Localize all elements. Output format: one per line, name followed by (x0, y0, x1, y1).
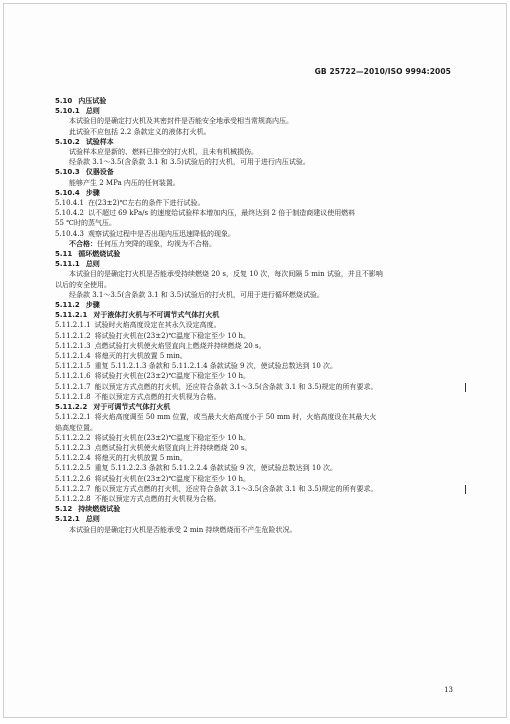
section-number: 5.11.2.2 (55, 403, 88, 412)
section-number: 5.11.2.1 (55, 311, 88, 320)
section-number: 5.12 (55, 505, 73, 514)
clause-text: 将试验打火机在(23±2)℃温度下稳定至少 10 h。 (94, 474, 251, 483)
numbered-clause (55, 484, 460, 494)
clause-text: 将试验打火机在(23±2)℃温度下稳定至少 10 h。 (94, 331, 251, 340)
clause-number: 5.11.2.2.2 (55, 433, 91, 442)
section-number: 5.11.1 (55, 260, 80, 269)
numbered-clause (55, 474, 460, 484)
change-bar (465, 485, 467, 494)
numbered-clause (55, 382, 460, 392)
clause-text: 重复 5.11.2.1.3 条款和 5.11.2.1.4 条款试验 9 次，使试验总数达到 10 次。 (94, 362, 338, 371)
section-heading (55, 402, 460, 412)
numbered-clause (55, 320, 460, 330)
numbered-clause (55, 371, 460, 381)
clause-number: 5.11.2.1.1 (55, 321, 91, 330)
numbered-clause (55, 453, 460, 463)
clause-text: 将试验打火机在(23±2)℃温度下稳定至少 10 h。 (94, 372, 251, 381)
numbered-clause (55, 392, 460, 402)
clause-text: 点燃试验打火机使火焰竖直向上并持续燃烧 20 s。 (94, 443, 252, 452)
clause-text: 观察试验过程中是否出现内压迅速降低的现象。 (87, 229, 235, 238)
clause-number: 5.11.2.1.7 (55, 382, 91, 391)
paragraph-line: 经条款 3.1～3.5(含条款 3.1 和 3.5)试验后的打火机，可用于进行内压试验。 (69, 158, 310, 167)
clause-text: 将试验打火机在(23±2)℃温度下稳定至少 10 h。 (94, 433, 251, 442)
page-number: 13 (444, 686, 453, 694)
section-number: 5.11.2 (55, 301, 80, 310)
clause-text: 将火焰高度调至 50 mm 位置，或当最大火焰高度小于 50 mm 时，火焰高度设在其最大火 (94, 413, 377, 422)
fail-label: 不合格： (69, 239, 97, 248)
clause-number: 5.11.2.2.7 (55, 484, 91, 493)
numbered-clause (55, 208, 460, 218)
section-heading (55, 96, 460, 106)
section-title: 持续燃烧试验 (78, 505, 121, 514)
clause-text: 在(23±2)℃左右的条件下进行试验。 (87, 199, 205, 208)
clause-text: 不能以预定方式点燃的打火机视为合格。 (94, 494, 221, 503)
clause-number: 5.10.4.2 (55, 209, 84, 218)
section-heading (55, 259, 460, 269)
numbered-clause (55, 229, 460, 239)
section-heading (55, 504, 460, 514)
section-title: 步骤 (85, 301, 100, 310)
section-title: 对于液体打火机与不可调节式气体打火机 (93, 311, 220, 320)
clause-number: 5.10.4.3 (55, 229, 84, 238)
change-bar (465, 383, 467, 392)
clause-number: 5.11.2.1.6 (55, 372, 91, 381)
continuation-line: 焰高度位置。 (55, 423, 97, 432)
section-title: 总则 (85, 260, 100, 269)
section-title: 总则 (85, 107, 100, 116)
clause-number: 5.11.2.2.8 (55, 494, 91, 503)
section-heading (55, 137, 460, 147)
section-heading (55, 188, 460, 198)
paragraph-line: 试验样本应是新的、燃料已排空的打火机，且未有机械损伤。 (69, 148, 258, 157)
clause-number: 5.11.2.2.4 (55, 454, 91, 463)
section-number: 5.10.1 (55, 107, 80, 116)
numbered-clause (55, 433, 460, 443)
clause-text: 试验时火焰高度设定在其永久设定高度。 (94, 321, 221, 330)
clause-number: 5.11.2.1.8 (55, 392, 91, 401)
continuation-line: 55 ℃时的蒸气压。 (55, 219, 116, 228)
section-title: 步骤 (85, 188, 100, 197)
clause-text: 以不超过 69 kPa/s 的速度给试验样本增加内压，最终达到 2 倍于制造商建议使用燃料 (87, 209, 356, 218)
paragraph-line: 本试验目的是确定打火机是否能承受 2 min 持续燃烧而不产生危险状况。 (69, 525, 297, 534)
clause-number: 5.11.2.2.1 (55, 413, 91, 422)
clause-number: 5.11.2.1.5 (55, 362, 91, 371)
clause-text: 不能以预定方式点燃的打火机视为合格。 (94, 392, 221, 401)
section-title: 总则 (85, 515, 100, 524)
document-page (3, 3, 507, 718)
clause-text: 能以预定方式点燃的打火机，还应符合条款 3.1～3.5(含条款 3.1 和 3.5)规定的所有要求。 (94, 382, 378, 391)
numbered-clause (55, 361, 460, 371)
section-number: 5.10.2 (55, 137, 80, 146)
numbered-clause (55, 463, 460, 473)
clause-text: 将熄灭的打火机放置 5 min。 (94, 352, 187, 361)
clause-number: 5.11.2.1.4 (55, 352, 91, 361)
section-heading (55, 310, 460, 320)
clause-text: 将熄灭的打火机放置 5 min。 (94, 454, 187, 463)
section-heading (55, 167, 460, 177)
document-body (55, 96, 460, 535)
section-number: 5.10.4 (55, 188, 80, 197)
continuation-line: 以后的安全使用。 (55, 280, 111, 289)
clause-number: 5.11.2.1.2 (55, 331, 91, 340)
section-title: 试验样本 (85, 137, 114, 146)
clause-text: 点燃试验打火机使火焰竖直向上燃烧并持续燃烧 20 s。 (94, 341, 266, 350)
clause-number: 5.11.2.2.6 (55, 474, 91, 483)
section-title: 内压试验 (78, 97, 107, 105)
section-title: 仪器设备 (85, 168, 114, 177)
clause-number: 5.11.2.2.5 (55, 464, 91, 473)
section-heading (55, 514, 460, 524)
section-heading (55, 300, 460, 310)
paragraph-line: 本试验目的是确定打火机是否能承受持续燃烧 20 s，反复 10 次，每次间隔 5 min 试验，并且不影响 (69, 270, 383, 279)
numbered-clause (55, 198, 460, 208)
numbered-clause (55, 331, 460, 341)
paragraph-line: 本试验目的是确定打火机及其密封件是否能安全地承受相当常规高内压。 (69, 117, 293, 126)
paragraph-line: 能够产生 2 MPa 内压的任何装置。 (69, 178, 180, 187)
paragraph-line: 此试验不应包括 2.2 条款定义的液体打火机。 (69, 127, 211, 136)
paragraph-line (55, 239, 460, 249)
clause-number: 5.11.2.2.3 (55, 443, 91, 452)
standard-code: GB 25722—2010/ISO 9994:2005 (314, 67, 451, 76)
numbered-clause (55, 494, 460, 504)
section-number: 5.12.1 (55, 515, 80, 524)
clause-text: 重复 5.11.2.2.3 条款和 5.11.2.2.4 条款试验 9 次，使试验总数达到 10 次。 (94, 464, 338, 473)
section-heading (55, 249, 460, 259)
paragraph-line: 经条款 3.1～3.5(含条款 3.1 和 3.5)试验后的打火机，可用于进行循环燃烧试验。 (69, 290, 324, 299)
clause-number: 5.10.4.1 (55, 199, 84, 208)
clause-text: 能以预定方式点燃的打火机，还应符合条款 3.1～3.5(含条款 3.1 和 3.5)规定的所有要求。 (94, 484, 378, 493)
section-number: 5.10 (55, 97, 73, 105)
numbered-clause (55, 351, 460, 361)
paragraph-text: 任何压力突降的现象，均视为不合格。 (97, 239, 216, 248)
numbered-clause (55, 443, 460, 453)
section-title: 循环燃烧试验 (78, 250, 121, 259)
section-heading (55, 106, 460, 116)
clause-number: 5.11.2.1.3 (55, 341, 91, 350)
section-number: 5.11 (55, 250, 73, 259)
section-title: 对于可调节式气体打火机 (93, 403, 171, 412)
numbered-clause (55, 341, 460, 351)
numbered-clause (55, 412, 460, 422)
section-number: 5.10.3 (55, 168, 80, 177)
